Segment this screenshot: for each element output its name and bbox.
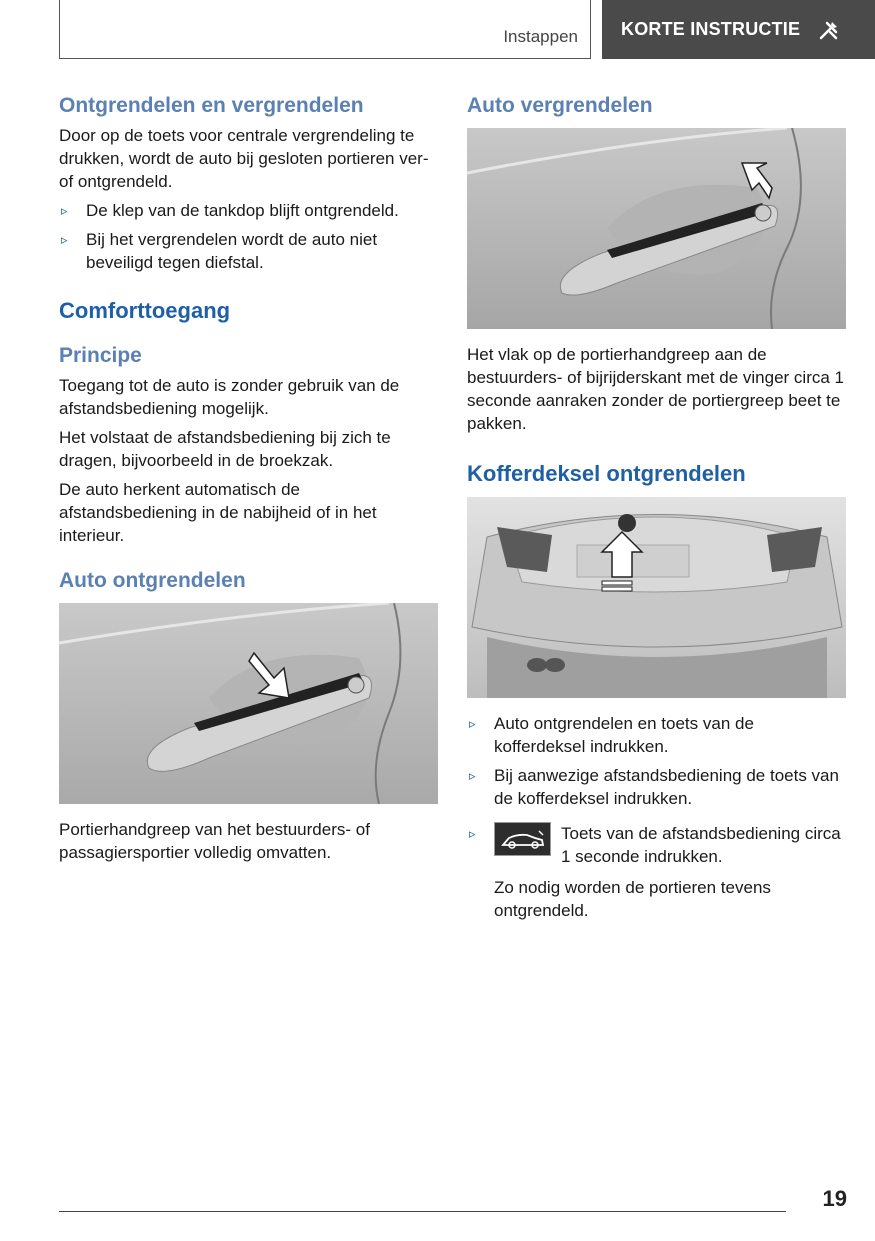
footer-divider: [59, 1211, 786, 1212]
remote-text: Toets van de afstandsbediening circa 1 seconde indrukken.: [561, 824, 841, 866]
lock-heading: Ontgrendelen en vergrendelen: [59, 94, 364, 117]
bullet-marker: ▹: [469, 826, 476, 841]
bullet-marker: ▹: [469, 768, 476, 783]
trunk-heading: Kofferdeksel ontgrendelen: [467, 461, 746, 486]
lockcar-caption: Het vlak op de portierhandgreep aan de bestuurders- of bijrijderskant met de vinger circa 1 seconde aanraken zonder de portiergreep beet te pakken.: [467, 345, 844, 433]
principle-heading: Principe: [59, 344, 142, 367]
bullet-marker: ▹: [61, 203, 68, 218]
trunk-image: [467, 497, 846, 698]
lock-text: Door op de toets voor centrale vergrendeling te drukken, wordt de auto bij gesloten portieren ver- of ontgrendeld.: [59, 126, 429, 191]
trunk-key-icon: [494, 822, 551, 856]
bullet-marker: ▹: [469, 716, 476, 731]
list-item: ▹ Bij het vergrendelen wordt de auto niet beveiligd tegen diefstal.: [61, 230, 378, 272]
list-item: ▹ De klep van de tankdop blijft ontgrendeld.: [61, 201, 399, 220]
page-number: 19: [822, 1186, 847, 1211]
header-section: Instappen: [503, 27, 578, 46]
header-tab[interactable]: [602, 0, 875, 59]
list-item: ▹ Auto ontgrendelen en toets van de kofferdeksel indrukken.: [469, 714, 754, 756]
remote-note: Zo nodig worden de portieren tevens ontgrendeld.: [494, 878, 771, 920]
door-handle-lock-image: [467, 128, 846, 329]
header-box: [59, 0, 591, 59]
unlock-heading: Auto ontgrendelen: [59, 569, 246, 592]
right-column: [467, 94, 847, 928]
unlock-caption: Portierhandgreep van het bestuurders- of passagiersportier volledig omvatten.: [59, 820, 370, 862]
principle-para: Het volstaat de afstandsbediening bij zich te dragen, bijvoorbeeld in de broekzak.: [59, 428, 391, 470]
principle-para: Toegang tot de auto is zonder gebruik van de afstandsbediening mogelijk.: [59, 376, 400, 418]
list-item: ▹ Bij aanwezige afstandsbediening de toets van de kofferdeksel indrukken.: [469, 766, 839, 808]
list-item: [467, 822, 847, 922]
comfort-heading: Comforttoegang: [59, 298, 231, 323]
bullet-marker: ▹: [61, 232, 68, 247]
left-column: [59, 94, 439, 870]
principle-para: De auto herkent automatisch de afstandsbediening in de nabijheid of in het interieur.: [59, 480, 377, 545]
door-handle-unlock-image: [59, 603, 438, 804]
tools-icon: [818, 19, 840, 41]
lockcar-heading: Auto vergrendelen: [467, 94, 653, 117]
header-tab-label: KORTE INSTRUCTIE: [621, 19, 801, 39]
